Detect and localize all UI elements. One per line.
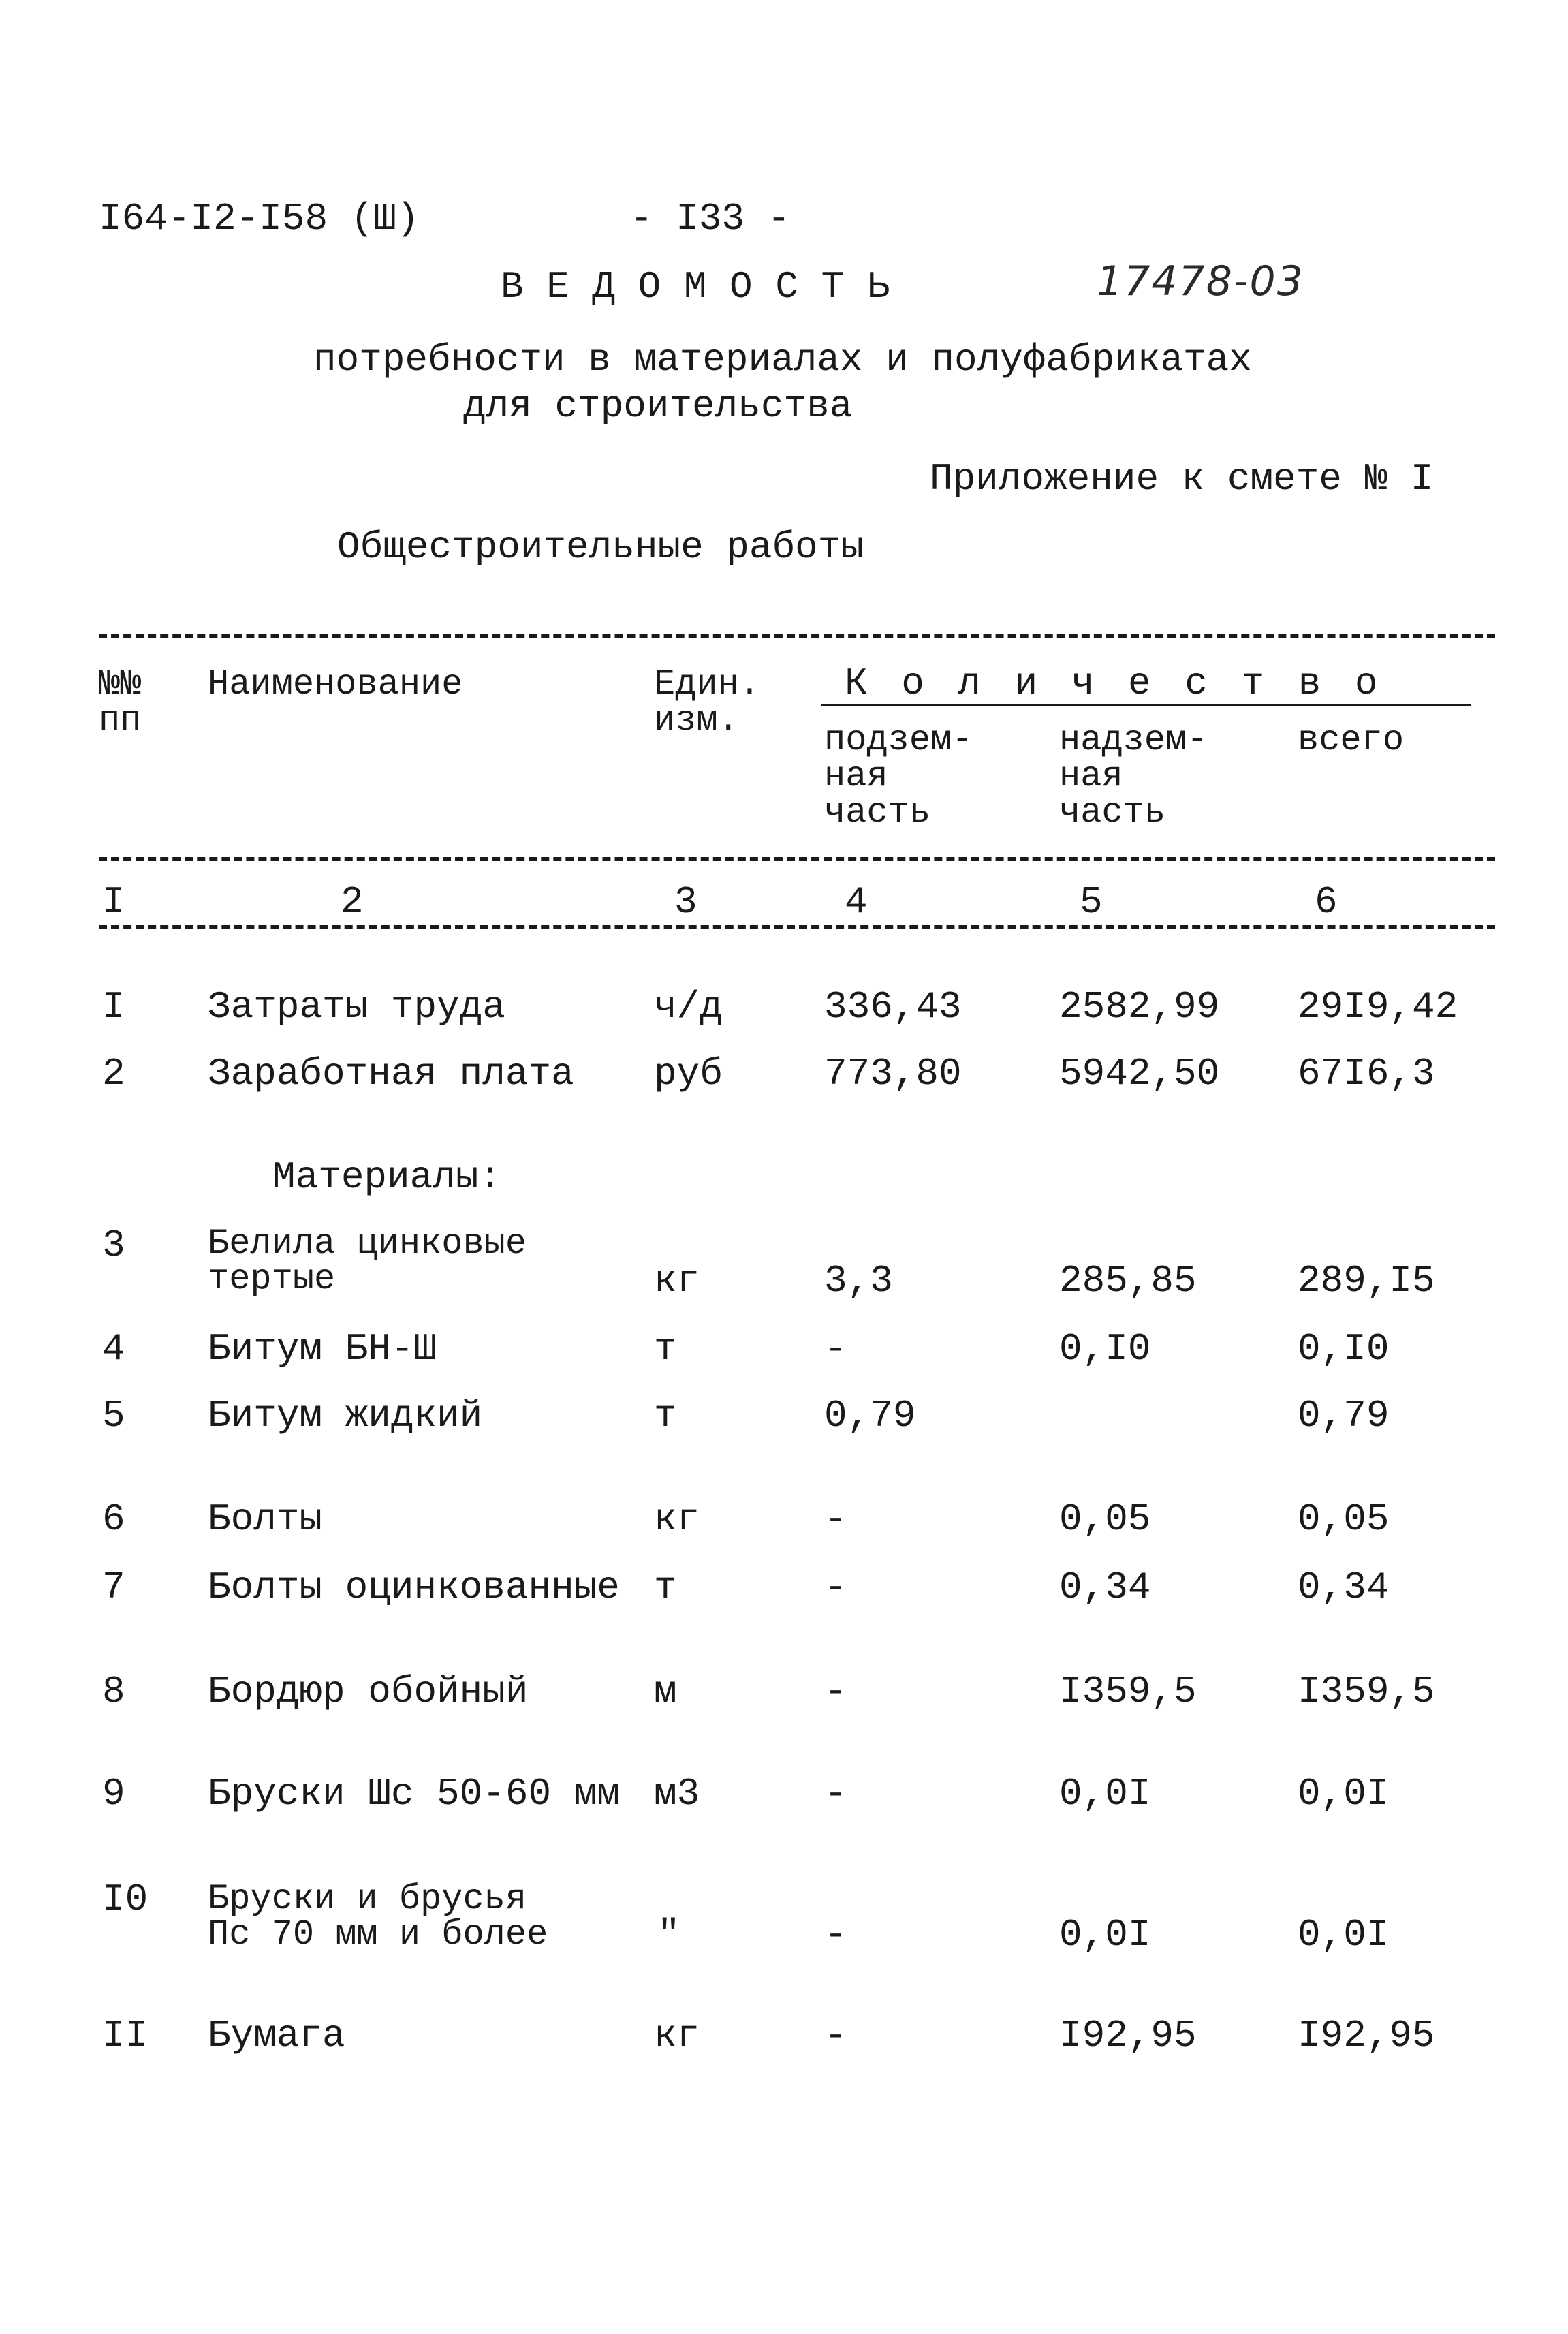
header-underground: подзем- ная часть bbox=[824, 720, 973, 833]
row-4-underground: - bbox=[824, 1327, 847, 1371]
header-number: №№ пп bbox=[99, 664, 142, 741]
column-number-3: 3 bbox=[674, 880, 697, 924]
quantity-underline bbox=[821, 704, 1471, 706]
handwritten-number: 17478-03 bbox=[1097, 258, 1304, 305]
row-4-name: Битум БН-Ш bbox=[208, 1327, 437, 1371]
row-11-underground: - bbox=[824, 2014, 847, 2057]
row-9-underground: - bbox=[824, 1772, 847, 1816]
row-3-aboveground: 285,85 bbox=[1059, 1259, 1197, 1303]
row-10-underground: - bbox=[824, 1913, 847, 1957]
row-10-number: I0 bbox=[102, 1878, 148, 1921]
column-number-5: 5 bbox=[1080, 880, 1103, 924]
row-8-total: I359,5 bbox=[1298, 1670, 1435, 1713]
row-4-number: 4 bbox=[102, 1327, 125, 1371]
row-7-total: 0,34 bbox=[1298, 1566, 1390, 1609]
section-title: Общестроительные работы bbox=[337, 525, 864, 569]
row-11-unit: кг bbox=[654, 2014, 700, 2057]
row-6-underground: - bbox=[824, 1497, 847, 1541]
materials-label: Материалы: bbox=[272, 1155, 502, 1199]
header-bottom-rule bbox=[99, 857, 1495, 861]
row-5-unit: т bbox=[654, 1394, 677, 1437]
row-5-total: 0,79 bbox=[1298, 1394, 1390, 1437]
row-8-aboveground: I359,5 bbox=[1059, 1670, 1197, 1713]
row-3-number: 3 bbox=[102, 1224, 125, 1267]
row-2-aboveground: 5942,50 bbox=[1059, 1052, 1220, 1095]
header-aboveground: надзем- ная часть bbox=[1059, 720, 1208, 833]
row-10-name: Бруски и брусья Пс 70 мм и более bbox=[208, 1879, 548, 1955]
row-7-underground: - bbox=[824, 1566, 847, 1609]
document-code: I64-I2-I58 (Ш) bbox=[99, 197, 420, 240]
row-6-total: 0,05 bbox=[1298, 1497, 1390, 1541]
row-7-name: Болты оцинкованные bbox=[208, 1566, 620, 1609]
row-1-name: Затраты труда bbox=[208, 985, 505, 1029]
document-title: В Е Д О М О С Т Ь bbox=[501, 265, 890, 309]
row-9-name: Бруски Шс 50-60 мм bbox=[208, 1772, 620, 1816]
row-10-aboveground: 0,0I bbox=[1059, 1913, 1151, 1957]
row-1-total: 29I9,42 bbox=[1298, 985, 1458, 1029]
row-1-aboveground: 2582,99 bbox=[1059, 985, 1220, 1029]
row-7-number: 7 bbox=[102, 1566, 125, 1609]
row-5-underground: 0,79 bbox=[824, 1394, 916, 1437]
row-8-number: 8 bbox=[102, 1670, 125, 1713]
column-number-1: I bbox=[102, 880, 125, 924]
row-2-name: Заработная плата bbox=[208, 1052, 574, 1095]
header-unit: Един. изм. bbox=[654, 664, 761, 741]
row-1-number: I bbox=[102, 985, 125, 1029]
header-quantity: К о л и ч е с т в о bbox=[845, 662, 1383, 705]
column-number-6: 6 bbox=[1315, 880, 1338, 924]
header-total: всего bbox=[1298, 720, 1405, 760]
row-4-total: 0,I0 bbox=[1298, 1327, 1390, 1371]
row-3-name: Белила цинковые тертые bbox=[208, 1224, 527, 1299]
row-6-unit: кг bbox=[654, 1497, 700, 1541]
column-number-2: 2 bbox=[341, 880, 364, 924]
row-11-total: I92,95 bbox=[1298, 2014, 1435, 2057]
subtitle-line-2: для строительства bbox=[463, 384, 853, 428]
row-8-name: Бордюр обойный bbox=[208, 1670, 529, 1713]
row-6-number: 6 bbox=[102, 1497, 125, 1541]
column-number-4: 4 bbox=[845, 880, 868, 924]
row-9-number: 9 bbox=[102, 1772, 125, 1816]
row-9-aboveground: 0,0I bbox=[1059, 1772, 1151, 1816]
row-9-total: 0,0I bbox=[1298, 1772, 1390, 1816]
row-3-unit: кг bbox=[654, 1259, 700, 1303]
subtitle-line-1: потребности в материалах и полуфабрикатах bbox=[313, 338, 1252, 382]
row-6-aboveground: 0,05 bbox=[1059, 1497, 1151, 1541]
row-2-total: 67I6,3 bbox=[1298, 1052, 1435, 1095]
header-name: Наименование bbox=[208, 664, 463, 704]
row-9-unit: м3 bbox=[654, 1772, 700, 1816]
appendix-label: Приложение к смете № I bbox=[930, 457, 1434, 501]
row-7-unit: т bbox=[654, 1566, 677, 1609]
row-3-underground: 3,3 bbox=[824, 1259, 893, 1303]
row-2-underground: 773,80 bbox=[824, 1052, 962, 1095]
row-11-aboveground: I92,95 bbox=[1059, 2014, 1197, 2057]
row-2-unit: руб bbox=[654, 1052, 723, 1095]
row-3-total: 289,I5 bbox=[1298, 1259, 1435, 1303]
table-top-rule bbox=[99, 634, 1495, 638]
row-6-name: Болты bbox=[208, 1497, 323, 1541]
row-5-name: Битум жидкий bbox=[208, 1394, 483, 1437]
row-8-unit: м bbox=[654, 1670, 677, 1713]
row-7-aboveground: 0,34 bbox=[1059, 1566, 1151, 1609]
page-number: - I33 - bbox=[630, 197, 791, 240]
row-10-total: 0,0I bbox=[1298, 1913, 1390, 1957]
row-11-number: II bbox=[102, 2014, 148, 2057]
row-8-underground: - bbox=[824, 1670, 847, 1713]
row-1-underground: 336,43 bbox=[824, 985, 962, 1029]
column-number-rule bbox=[99, 925, 1495, 929]
row-2-number: 2 bbox=[102, 1052, 125, 1095]
row-4-unit: т bbox=[654, 1327, 677, 1371]
row-4-aboveground: 0,I0 bbox=[1059, 1327, 1151, 1371]
row-11-name: Бумага bbox=[208, 2014, 345, 2057]
row-10-unit: " bbox=[657, 1913, 680, 1957]
row-1-unit: ч/д bbox=[654, 985, 723, 1029]
row-5-number: 5 bbox=[102, 1394, 125, 1437]
